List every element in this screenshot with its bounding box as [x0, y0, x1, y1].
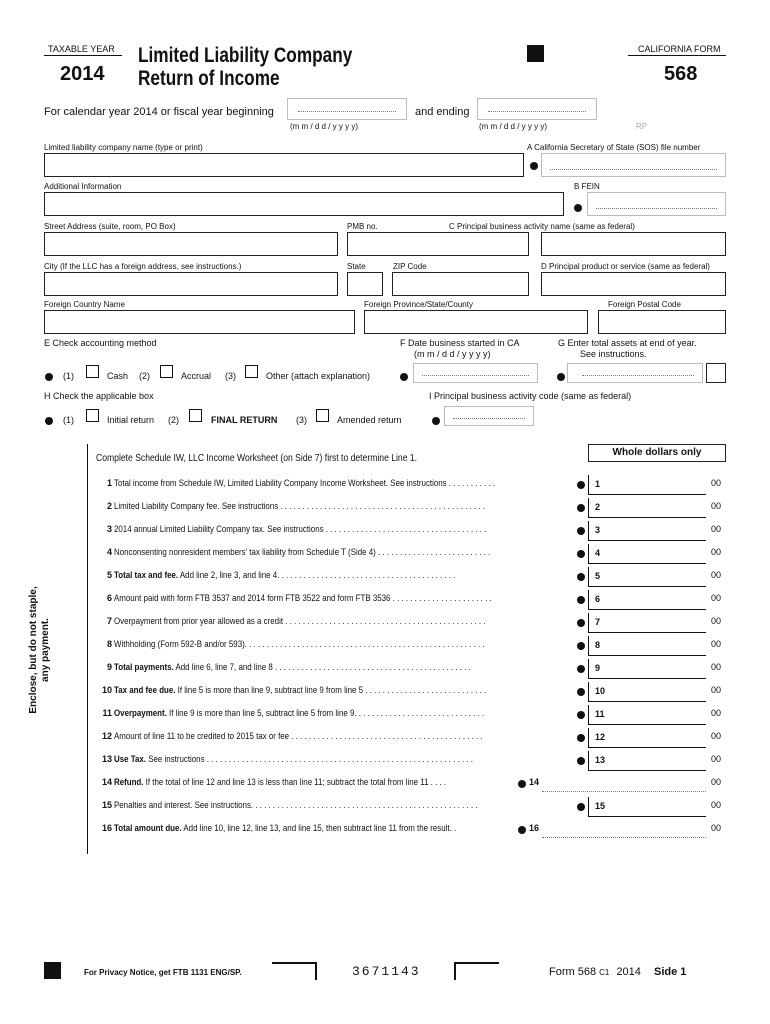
- line-cents: 00: [711, 616, 722, 626]
- line-label-text: Amount paid with form FTB 3537 and 2014 form FTB 3522 and form FTB 3536 . . . . . . . . . . . . . . . . . . . . . . .: [114, 593, 492, 603]
- city-label: City (If the LLC has a foreign address, see instructions.): [44, 262, 242, 271]
- pmb-label: PMB no.: [347, 222, 378, 231]
- fiscal-begin-date-field[interactable]: [287, 98, 407, 120]
- line-amount-field[interactable]: [542, 820, 706, 838]
- line-label: [114, 547, 592, 557]
- line-number: 8: [106, 639, 112, 649]
- line-label-text: Add line 2, line 3, and line 4. . . . . . . . . . . . . . . . . . . . . . . . . . . . . . . . . . . . . . . . .: [178, 570, 456, 580]
- line-number: 13: [101, 754, 112, 764]
- tax-year: 2014: [60, 63, 105, 85]
- line-label-bold: Total tax and fee.: [114, 570, 179, 580]
- line-amount-field[interactable]: [588, 498, 706, 518]
- initial-num: (1): [63, 415, 74, 425]
- line-box-number: 2: [595, 502, 601, 512]
- header-rule-right: [628, 55, 726, 56]
- side-text-line1: Enclose, but do not staple,: [28, 586, 39, 714]
- zip-label: ZIP Code: [393, 262, 427, 271]
- h-bullet-icon: [45, 417, 53, 425]
- line-bullet-icon: [577, 734, 585, 742]
- street-label: Street Address (suite, room, PO Box): [44, 222, 176, 231]
- amended-return-checkbox[interactable]: [316, 409, 329, 422]
- form-title-line2: Return of Income: [138, 67, 280, 90]
- state-field[interactable]: [347, 272, 383, 296]
- line-cents: 00: [711, 501, 722, 511]
- line-bullet-icon: [577, 527, 585, 535]
- line-number: 4: [106, 547, 112, 557]
- line-label: [114, 570, 592, 580]
- fein-field[interactable]: [587, 192, 726, 216]
- line-cents: 00: [711, 547, 722, 557]
- principal-product-field[interactable]: [541, 272, 726, 296]
- final-return-label: FINAL RETURN: [211, 415, 278, 425]
- cash-num: (1): [63, 371, 74, 381]
- final-num: (2): [168, 415, 179, 425]
- initial-return-label: Initial return: [107, 415, 155, 425]
- accrual-checkbox[interactable]: [160, 365, 173, 378]
- total-assets-field[interactable]: [567, 363, 703, 383]
- line-amount-field[interactable]: [588, 728, 706, 748]
- form-title-line1: Limited Liability Company: [138, 44, 353, 67]
- line-11: [90, 705, 730, 725]
- line-box-number: 14: [529, 777, 540, 787]
- foreign-postal-field[interactable]: [598, 310, 726, 334]
- accrual-num: (2): [139, 371, 150, 381]
- initial-return-checkbox[interactable]: [86, 409, 99, 422]
- line-number: 11: [102, 708, 112, 718]
- line-number: 7: [106, 616, 112, 626]
- additional-info-field[interactable]: [44, 192, 564, 216]
- line-label: [114, 662, 592, 672]
- amended-return-label: Amended return: [337, 415, 402, 425]
- line-label: [114, 501, 592, 511]
- line-cents: 00: [711, 823, 722, 833]
- e-label: E Check accounting method: [44, 338, 157, 348]
- calendar-year-text: For calendar year 2014 or fiscal year beginning: [44, 106, 274, 118]
- line-box-number: 13: [595, 755, 606, 765]
- line-amount-field[interactable]: [588, 521, 706, 541]
- rp-label: RP: [636, 122, 648, 131]
- line-cents: 00: [711, 708, 722, 718]
- total-assets-cents-field[interactable]: [706, 363, 726, 383]
- line-number: 5: [106, 570, 112, 580]
- product-label: D Principal product or service (same as federal): [541, 262, 710, 271]
- line-label-bold: Total amount due.: [114, 823, 182, 833]
- corner-mark-left: [272, 962, 317, 980]
- whole-dollars-header: Whole dollars only: [588, 444, 726, 462]
- line-cents: 00: [711, 777, 722, 787]
- line-bullet-icon: [577, 642, 585, 650]
- llc-name-label: Limited liability company name (type or print): [44, 143, 203, 152]
- fein-label: B FEIN: [574, 182, 600, 191]
- fein-bullet-icon: [574, 204, 582, 212]
- footer-form-label: Form 568: [549, 966, 597, 978]
- line-number: 12: [101, 731, 112, 741]
- line-number: 9: [106, 662, 112, 672]
- line-label-bold: Total payments.: [114, 662, 174, 672]
- line-7: [90, 613, 730, 633]
- line-number: 14: [101, 777, 112, 787]
- line-15: [90, 797, 730, 817]
- form-title: [138, 44, 352, 90]
- registration-mark: [527, 45, 544, 62]
- foreign-province-field[interactable]: [364, 310, 588, 334]
- g-label: G Enter total assets at end of year.: [558, 338, 697, 348]
- begin-date-format: (m m / d d / y y y y): [290, 122, 359, 131]
- line-box-number: 7: [595, 617, 601, 627]
- line-label-text: Limited Liability Company fee. See instructions . . . . . . . . . . . . . . . . . . . . . . . . . . . . . . . . . . . . . . . . . . . . . . .: [114, 501, 486, 511]
- f-label: F Date business started in CA: [400, 338, 520, 348]
- line-bullet-icon: [518, 780, 526, 788]
- i-label: I Principal business activity code (same as federal): [429, 391, 632, 401]
- line-cents: 00: [711, 524, 722, 534]
- line-box-number: 9: [595, 663, 601, 673]
- line-bullet-icon: [577, 504, 585, 512]
- corner-mark-right: [454, 962, 499, 980]
- side-text-line2: any payment.: [40, 618, 51, 682]
- line-cents: 00: [711, 593, 722, 603]
- line-bullet-icon: [577, 550, 585, 558]
- form-number: 568: [664, 63, 698, 85]
- date-started-field[interactable]: [413, 363, 538, 383]
- end-date-format: (m m / d d / y y y y): [479, 122, 548, 131]
- cash-label: Cash: [107, 371, 129, 381]
- line-number: 10: [101, 685, 112, 695]
- line-box-number: 10: [595, 686, 606, 696]
- foreign-postal-label: Foreign Postal Code: [608, 300, 681, 309]
- line-cents: 00: [711, 478, 722, 488]
- llc-name-field[interactable]: [44, 153, 524, 177]
- line-box-number: 11: [595, 709, 605, 719]
- line-box-number: 4: [595, 548, 601, 558]
- line-label: [114, 800, 592, 810]
- line-bullet-icon: [577, 665, 585, 673]
- line-amount-field[interactable]: [588, 475, 706, 495]
- line-amount-field[interactable]: [588, 659, 706, 679]
- line-cents: 00: [711, 662, 722, 672]
- sos-label: A California Secretary of State (SOS) file number: [527, 143, 701, 152]
- line-label-text: Penalties and interest. See instructions. . . . . . . . . . . . . . . . . . . . . . . . . . . . . . . . . . . . . . . . . . . . . . . . . . . .: [114, 800, 478, 810]
- line-label: [114, 593, 592, 603]
- intro-text: Complete Schedule IW, LLC Income Worksheet (on Side 7) first to determine Line 1.: [96, 453, 418, 464]
- line-label: [114, 616, 592, 626]
- line-cents: 00: [711, 731, 722, 741]
- pmb-field[interactable]: [347, 232, 529, 256]
- footer-side: Side 1: [653, 966, 687, 978]
- sos-bullet-icon: [530, 162, 538, 170]
- footer-c1: C1: [599, 968, 610, 977]
- line-label-text: Withholding (Form 592-B and/or 593). . . . . . . . . . . . . . . . . . . . . . . . . . . . . . . . . . . . . . . . . . . . . . . . . . . . . . .: [114, 639, 485, 649]
- line-label-text: If the total of line 12 and line 13 is less than line 11; subtract the total from line 11 . . . .: [143, 777, 447, 787]
- line-cents: 00: [711, 639, 722, 649]
- taxable-year-label: TAXABLE YEAR: [48, 44, 115, 54]
- privacy-notice: For Privacy Notice, get FTB 1131 ENG/SP.: [84, 968, 242, 977]
- line-number: 2: [106, 501, 112, 511]
- line-box-number: 8: [595, 640, 601, 650]
- line-14: [90, 774, 730, 794]
- foreign-country-label: Foreign Country Name: [44, 300, 125, 309]
- line-amount-field[interactable]: [588, 590, 706, 610]
- line-amount-field[interactable]: [588, 797, 706, 817]
- fiscal-end-date-field[interactable]: [477, 98, 597, 120]
- activity-code-field[interactable]: [444, 406, 534, 426]
- line-6: [90, 590, 730, 610]
- line-label: [114, 731, 592, 741]
- city-field[interactable]: [44, 272, 338, 296]
- accrual-label: Accrual: [181, 371, 212, 381]
- line-bullet-icon: [577, 803, 585, 811]
- cash-checkbox[interactable]: [86, 365, 99, 378]
- line-label-text: Add line 10, line 12, line 13, and line 15, then subtract line 11 from the result. .: [181, 823, 457, 833]
- line-12: [90, 728, 730, 748]
- line-label: [114, 708, 592, 718]
- line-amount-field[interactable]: [588, 613, 706, 633]
- h-label: H Check the applicable box: [44, 391, 154, 401]
- line-cents: 00: [711, 570, 722, 580]
- line-cents: 00: [711, 754, 722, 764]
- other-checkbox[interactable]: [245, 365, 258, 378]
- side-rule: [87, 444, 88, 854]
- line-cents: 00: [711, 800, 722, 810]
- california-form-label: CALIFORNIA FORM: [638, 44, 721, 54]
- line-label-text: Nonconsenting nonresident members’ tax liability from Schedule T (Side 4) . . . . . . . . . . . . . . . . . . . . . . . . . .: [114, 547, 491, 557]
- line-label-bold: Refund.: [114, 777, 144, 787]
- zip-field[interactable]: [392, 272, 529, 296]
- other-label: Other (attach explanation): [266, 371, 371, 381]
- footer-registration-mark: [44, 962, 61, 979]
- line-label: [114, 524, 592, 534]
- line-10: [90, 682, 730, 702]
- line-bullet-icon: [577, 711, 585, 719]
- line-box-number: 15: [595, 801, 606, 811]
- line-label-text: Total income from Schedule IW, Limited Liability Company Income Worksheet. See instructions . . . . . . . . . . .: [114, 478, 496, 488]
- line-5: [90, 567, 730, 587]
- i-bullet-icon: [432, 417, 440, 425]
- line-amount-field[interactable]: [588, 544, 706, 564]
- line-bullet-icon: [518, 826, 526, 834]
- street-address-field[interactable]: [44, 232, 338, 256]
- foreign-country-field[interactable]: [44, 310, 355, 334]
- g-bullet-icon: [557, 373, 565, 381]
- line-box-number: 5: [595, 571, 601, 581]
- line-label-text: See instructions . . . . . . . . . . . . . . . . . . . . . . . . . . . . . . . . . . . . . . . . . . . . . . . . . . . . . . . . . . . . .: [145, 754, 473, 764]
- line-label: [114, 478, 592, 488]
- line-label-text: Amount of line 11 to be credited to 2015 tax or fee . . . . . . . . . . . . . . . . . . . . . . . . . . . . . . . . . . . . . . . . . . . .: [114, 731, 483, 741]
- line-label-text: If line 9 is more than line 5, subtract line 5 from line 9. . . . . . . . . . . . . . . . . . . . . . . . . . . . . .: [166, 708, 485, 718]
- line-label-text: If line 5 is more than line 9, subtract line 9 from line 5 . . . . . . . . . . . . . . . . . . . . . . . . . . . .: [175, 685, 487, 695]
- and-ending-text: and ending: [415, 106, 470, 118]
- line-amount-field[interactable]: [588, 705, 706, 725]
- line-4: [90, 544, 730, 564]
- line-bullet-icon: [577, 481, 585, 489]
- f-bullet-icon: [400, 373, 408, 381]
- line-9: [90, 659, 730, 679]
- line-2: [90, 498, 730, 518]
- additional-info-label: Additional Information: [44, 182, 122, 191]
- line-box-number: 3: [595, 525, 601, 535]
- line-1: [90, 475, 730, 495]
- line-box-number: 6: [595, 594, 601, 604]
- f-format: (m m / d d / y y y y): [414, 349, 491, 359]
- line-bullet-icon: [577, 596, 585, 604]
- line-label: [114, 639, 592, 649]
- line-box-number: 16: [529, 823, 540, 833]
- principal-business-field[interactable]: [541, 232, 726, 256]
- line-number: 15: [101, 800, 112, 810]
- line-label-text: Overpayment from prior year allowed as a credit . . . . . . . . . . . . . . . . . . . . . . . . . . . . . . . . . . . . . . . . . . . . . .: [114, 616, 486, 626]
- line-amount-field[interactable]: [588, 751, 706, 771]
- line-label: [114, 754, 592, 764]
- line-box-number: 12: [595, 732, 606, 742]
- barcode-number: 3671143: [352, 964, 421, 979]
- line-3: [90, 521, 730, 541]
- footer-form-info: [549, 966, 686, 978]
- foreign-province-label: Foreign Province/State/County: [364, 300, 473, 309]
- line-label-bold: Tax and fee due.: [114, 685, 176, 695]
- line-bullet-icon: [577, 688, 585, 696]
- line-label-text: 2014 annual Limited Liability Company tax. See instructions . . . . . . . . . . . . . . . . . . . . . . . . . . . . . . . . . . . . .: [114, 524, 487, 534]
- line-number: 1: [106, 478, 112, 488]
- line-amount-field[interactable]: [588, 567, 706, 587]
- line-label-text: Add line 6, line 7, and line 8 . . . . . . . . . . . . . . . . . . . . . . . . . . . . . . . . . . . . . . . . . . . . .: [173, 662, 471, 672]
- line-box-number: 1: [595, 479, 601, 489]
- line-label: [114, 823, 532, 833]
- final-return-checkbox[interactable]: [189, 409, 202, 422]
- line-number: 3: [106, 524, 112, 534]
- line-amount-field[interactable]: [588, 682, 706, 702]
- line-bullet-icon: [577, 757, 585, 765]
- line-label-bold: Overpayment.: [114, 708, 167, 718]
- line-number: 6: [106, 593, 112, 603]
- line-13: [90, 751, 730, 771]
- line-label: [114, 685, 592, 695]
- line-label-bold: Use Tax.: [114, 754, 146, 764]
- line-bullet-icon: [577, 573, 585, 581]
- line-8: [90, 636, 730, 656]
- principal-business-label: C Principal business activity name (same as federal): [449, 222, 635, 231]
- sos-file-number-field[interactable]: [541, 153, 726, 177]
- line-amount-field[interactable]: [542, 774, 706, 792]
- state-label: State: [347, 262, 366, 271]
- line-amount-field[interactable]: [588, 636, 706, 656]
- other-num: (3): [225, 371, 236, 381]
- g-sub: See instructions.: [580, 349, 647, 359]
- line-16: [90, 820, 730, 840]
- line-bullet-icon: [577, 619, 585, 627]
- line-cents: 00: [711, 685, 722, 695]
- line-label: [114, 777, 532, 787]
- header-rule: [44, 55, 122, 56]
- e-bullet-icon: [45, 373, 53, 381]
- line-number: 16: [101, 823, 112, 833]
- amended-num: (3): [296, 415, 307, 425]
- footer-year: 2014: [616, 966, 641, 978]
